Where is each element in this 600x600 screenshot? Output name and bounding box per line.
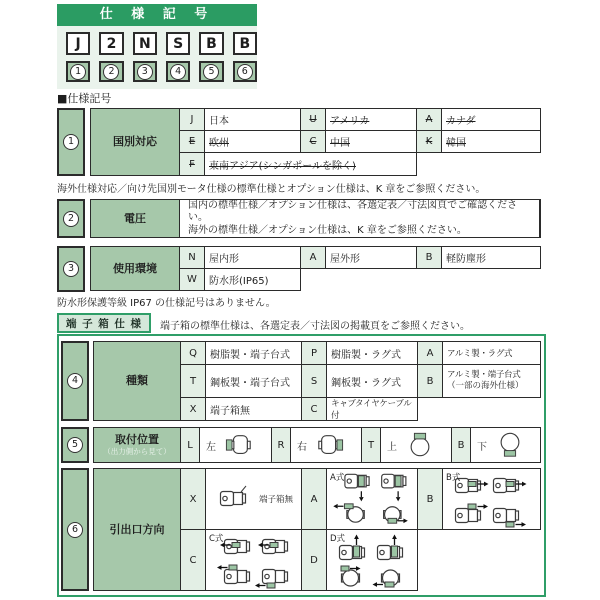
page-title: 仕 様 記 号 — [57, 4, 257, 26]
row-label-main: 取付位置 — [115, 433, 159, 447]
spec-code-letters — [57, 32, 257, 55]
spec-code-box: N — [133, 32, 157, 55]
motor-top-box-icon — [405, 431, 435, 459]
code-cell: E — [180, 131, 204, 152]
voltage-line1: 国内の標準仕様／オプション仕様は、各選定表／寸法図頁でご確認ください。 — [188, 200, 518, 224]
code-cell: R — [272, 428, 290, 462]
code-cell: A — [418, 342, 442, 364]
spec-code-box: B — [199, 32, 223, 55]
code-cell: L — [181, 428, 199, 462]
row-label: 使用環境 — [91, 247, 179, 290]
row-number-badge: 1 — [57, 108, 85, 176]
table-notch-mask — [418, 398, 541, 421]
row-number-badge: 3 — [57, 246, 85, 292]
position-text: 右 — [297, 441, 307, 453]
leadout-style-c-diagram — [206, 530, 301, 590]
spec-code-positions — [57, 61, 257, 82]
code-cell: U — [301, 109, 325, 130]
value-cell — [291, 428, 361, 462]
terminal-box-section-label: 端 子 箱 仕 様 — [57, 313, 151, 333]
value-cell: 日本 — [205, 109, 300, 130]
value-cell: 樹脂製・端子台式 — [206, 342, 301, 364]
value-cell — [200, 428, 271, 462]
code-cell: A — [302, 469, 326, 529]
table-notch-mask — [418, 530, 541, 591]
environment-note: 防水形保護等級 IP67 の仕様記号はありません。 — [57, 298, 276, 309]
code-cell: B — [452, 428, 470, 462]
position-number: 2 — [99, 61, 123, 82]
value-cell: キャブタイヤケーブル付 — [327, 398, 417, 420]
row-label: 国別対応 — [91, 109, 179, 175]
value-cell: 端子箱無 — [206, 398, 301, 420]
terminal-box-note: 端子箱の標準仕様は、各選定表／寸法図の掲載頁をご参照ください。 — [160, 321, 470, 332]
code-cell: S — [302, 365, 326, 397]
value-cell: 鋼板製・ラグ式 — [327, 365, 417, 397]
row-label: 電圧 — [91, 200, 179, 237]
leadout-style-b-diagram — [443, 469, 540, 529]
spec-code-box: B — [233, 32, 257, 55]
code-cell: W — [180, 269, 204, 290]
value-cell — [443, 365, 540, 397]
row-label-sub: （出力側から見て） — [103, 447, 171, 457]
style-d-label: D式 — [330, 534, 346, 544]
leadout-style-a-diagram — [327, 469, 417, 529]
value-cell: 中国 — [326, 131, 416, 152]
value-cell: 韓国 — [442, 131, 540, 152]
code-cell: P — [302, 342, 326, 364]
section-heading: ■仕様記号 — [57, 92, 112, 105]
voltage-line2: 海外の標準仕様／オプション仕様は、K 章をご参照ください。 — [188, 224, 467, 236]
row-number-badge: 5 — [61, 427, 89, 463]
value-line1: アルミ製・端子台式 — [447, 370, 521, 381]
spec-code-box: 2 — [99, 32, 123, 55]
value-cell: アルミ製・ラグ式 — [443, 342, 540, 364]
value-cell: 屋外形 — [326, 247, 416, 268]
code-cell: B — [417, 247, 441, 268]
code-cell: T — [181, 365, 205, 397]
position-number: 5 — [199, 61, 223, 82]
code-cell: K — [417, 131, 441, 152]
value-cell: カナダ — [442, 109, 540, 130]
code-cell: J — [180, 109, 204, 130]
leadout-no-box-cell — [206, 469, 301, 529]
value-cell: 樹脂製・ラグ式 — [327, 342, 417, 364]
code-cell: B — [418, 469, 442, 529]
code-cell: A — [301, 247, 325, 268]
row-number-badge: 6 — [61, 468, 89, 591]
no-terminal-box-drawing — [214, 471, 254, 527]
code-cell: T — [362, 428, 380, 462]
row-label: 引出口方向 — [94, 469, 180, 590]
code-cell: F — [180, 153, 204, 175]
code-cell: X — [181, 469, 205, 529]
value-cell: 欧州 — [205, 131, 300, 152]
motor-left-box-icon — [224, 431, 254, 459]
row-label — [94, 428, 180, 462]
position-text: 左 — [206, 441, 216, 453]
no-terminal-box-text: 端子箱無 — [259, 495, 294, 505]
value-cell: 東南アジア(シンガポールを除く) — [205, 153, 416, 175]
table-notch-mask — [417, 153, 541, 176]
spec-code-box: J — [66, 32, 90, 55]
style-b-label: B式 — [446, 473, 461, 483]
position-text: 上 — [387, 441, 397, 453]
motor-bottom-box-icon — [495, 431, 525, 459]
position-number: 1 — [66, 61, 90, 82]
value-line2: （一部の海外仕様） — [447, 381, 524, 391]
code-cell: X — [181, 398, 205, 420]
voltage-text — [180, 200, 539, 237]
code-cell: Q — [181, 342, 205, 364]
value-cell: 軽防塵形 — [442, 247, 540, 268]
code-cell: B — [418, 365, 442, 397]
style-a-label: A式 — [330, 473, 345, 483]
row-number-badge: 4 — [61, 341, 89, 421]
spec-code-header — [57, 4, 257, 89]
value-cell — [381, 428, 451, 462]
code-cell: C — [301, 131, 325, 152]
value-cell: 防水形(IP65) — [205, 269, 300, 290]
code-cell: C — [181, 530, 205, 590]
motor-right-box-icon — [315, 431, 345, 459]
table-notch-mask — [301, 269, 541, 291]
value-cell: 屋内形 — [205, 247, 300, 268]
value-cell — [471, 428, 540, 462]
row-label: 種類 — [94, 342, 180, 420]
code-cell: C — [302, 398, 326, 420]
code-cell: D — [302, 530, 326, 590]
value-cell: アメリカ — [326, 109, 416, 130]
country-note: 海外仕様対応／向け先国別モータ仕様の標準仕様とオプション仕様は、K 章をご参照ください。 — [57, 184, 486, 195]
code-cell: A — [417, 109, 441, 130]
style-c-label: C式 — [209, 534, 224, 544]
leadout-style-d-diagram — [327, 530, 417, 590]
position-number: 3 — [133, 61, 157, 82]
position-number: 6 — [233, 61, 257, 82]
position-number: 4 — [166, 61, 190, 82]
code-cell: N — [180, 247, 204, 268]
value-cell: 鋼板製・端子台式 — [206, 365, 301, 397]
mounting-table — [93, 427, 541, 463]
position-text: 下 — [477, 441, 487, 453]
voltage-table — [90, 199, 541, 238]
spec-code-box: S — [166, 32, 190, 55]
row-number-badge: 2 — [57, 199, 85, 238]
